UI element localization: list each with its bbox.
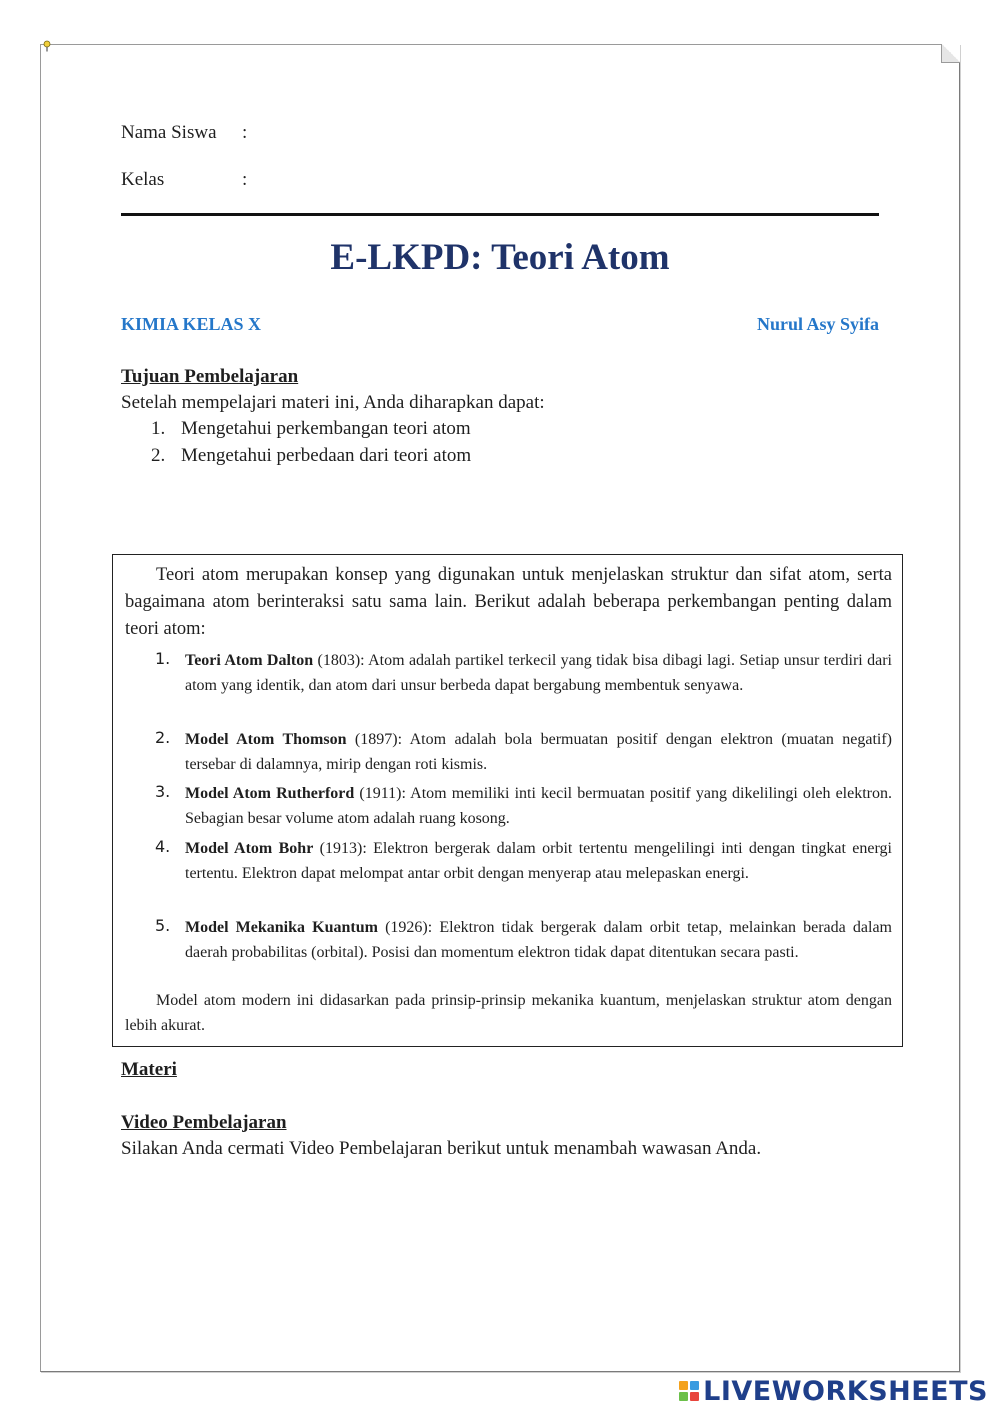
objective-number: 1. — [151, 418, 166, 439]
summary-closing: Model atom modern ini didasarkan pada prinsip-prinsip mekanika kuantum, menjelaskan struktur atom dengan lebih akurat. — [125, 992, 892, 1034]
model-name: Model Atom Thomson — [185, 731, 347, 748]
model-text — [185, 728, 892, 777]
objective-text: Mengetahui perkembangan teori atom — [181, 418, 471, 439]
model-name: Teori Atom Dalton — [185, 652, 314, 669]
class-label: Kelas — [121, 169, 165, 190]
header-divider — [121, 213, 879, 216]
model-description: (1926): Elektron tidak bergerak dalam orbit tetap, melainkan berada dalam daerah probabilitas (orbital). Posisi dan momentum elektron tidak dapat ditentukan secara pasti. — [185, 919, 892, 961]
model-description: (1803): Atom adalah partikel terkecil yang tidak bisa dibagi lagi. Setiap unsur terdiri dari atom yang identik, dan atom dari unsur berbeda dapat bergabung membentuk senyawa. — [185, 652, 892, 694]
model-name: Model Mekanika Kuantum — [185, 919, 378, 936]
model-description: (1911): Atom memiliki inti kecil bermuatan positif yang dikelilingi oleh elektron. Sebagian besar volume atom adalah ruang kosong. — [185, 785, 893, 827]
model-name: Model Atom Rutherford — [185, 785, 355, 802]
liveworksheets-logo-icon — [679, 1381, 699, 1401]
model-text — [185, 782, 892, 831]
video-heading: Video Pembelajaran — [121, 1112, 287, 1133]
model-description: (1913): Elektron bergerak dalam orbit tertentu mengelilingi inti dengan tingkat energi tertentu. Elektron dapat melompat antar orbit dengan menyerap atau melepaskan energi. — [185, 840, 892, 882]
materi-heading: Materi — [121, 1059, 177, 1080]
logo-square — [679, 1381, 688, 1390]
subject-label: KIMIA KELAS X — [121, 314, 262, 334]
atom-theory-summary-box — [112, 554, 903, 1047]
model-description: (1897): Atom adalah bola bermuatan positif dengan elektron (muatan negatif) tersebar di dalamnya, mirip dengan roti kismis. — [185, 731, 893, 773]
liveworksheets-brand[interactable] — [679, 1375, 988, 1407]
model-number: 3. — [155, 782, 171, 801]
student-name-label: Nama Siswa — [121, 122, 217, 143]
model-number: 2. — [155, 728, 171, 747]
objectives-heading: Tujuan Pembelajaran — [121, 366, 299, 387]
page-title: E-LKPD: Teori Atom — [330, 237, 670, 278]
summary-intro: Teori atom merupakan konsep yang digunakan untuk menjelaskan struktur dan sifat atom, serta bagaimana atom berinteraksi satu sama lain. Berikut adalah beberapa perkembangan penting dalam teori atom: — [125, 565, 892, 639]
pin-icon — [43, 40, 51, 52]
brand-text: LIVEWORKSHEETS — [703, 1375, 988, 1407]
model-number: 4. — [155, 837, 171, 856]
model-number: 5. — [155, 916, 171, 935]
objective-text: Mengetahui perbedaan dari teori atom — [181, 445, 472, 466]
model-text — [185, 649, 892, 698]
model-text — [185, 837, 892, 886]
logo-square — [690, 1392, 699, 1401]
model-text — [185, 916, 892, 965]
logo-square — [690, 1381, 699, 1390]
logo-square — [679, 1392, 688, 1401]
student-name-colon: : — [242, 122, 248, 143]
page-corner-fold — [941, 44, 960, 63]
student-name-field — [121, 122, 248, 144]
model-number: 1. — [155, 649, 171, 668]
author-name: Nurul Asy Syifa — [756, 314, 879, 334]
class-field — [121, 169, 248, 191]
objectives-intro: Setelah mempelajari materi ini, Anda diharapkan dapat: — [121, 392, 545, 413]
objective-number: 2. — [151, 445, 166, 466]
model-name: Model Atom Bohr — [185, 840, 314, 857]
class-colon: : — [242, 169, 248, 190]
video-instructions: Silakan Anda cermati Video Pembelajaran berikut untuk menambah wawasan Anda. — [121, 1138, 762, 1159]
